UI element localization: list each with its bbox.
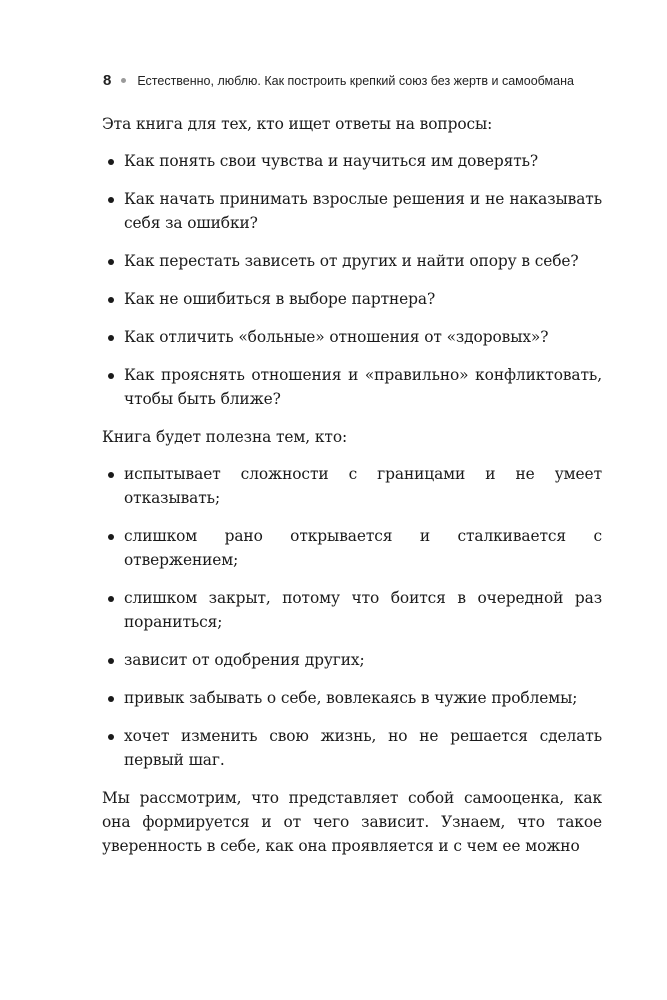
page-number: 8 <box>103 72 112 89</box>
list-item: Как прояснять отношения и «правильно» конфликтовать, чтобы быть ближе? <box>102 363 602 411</box>
list-item: Как не ошибиться в выборе партнера? <box>102 287 602 311</box>
audience-list <box>102 462 602 772</box>
page-body <box>102 108 602 858</box>
list-item: Как понять свои чувства и научиться им доверять? <box>102 149 602 173</box>
separator-dot-icon <box>121 78 126 83</box>
questions-intro: Эта книга для тех, кто ищет ответы на вопросы: <box>102 115 493 133</box>
list-item: хочет изменить свою жизнь, но не решается сделать первый шаг. <box>102 724 602 772</box>
list-item: слишком рано открывается и сталкивается с отвержением; <box>102 524 602 572</box>
audience-intro: Книга будет полезна тем, кто: <box>102 428 348 446</box>
list-item: Как перестать зависеть от других и найти опору в себе? <box>102 249 602 273</box>
running-title: Естественно, люблю. Как построить крепкий союз без жертв и самообмана <box>137 73 574 88</box>
running-header <box>103 72 603 89</box>
list-item: Как начать принимать взрослые решения и не наказывать себя за ошибки? <box>102 187 602 235</box>
questions-list <box>102 149 602 411</box>
list-item: привык забывать о себе, вовлекаясь в чужие проблемы; <box>102 686 602 710</box>
list-item: Как отличить «больные» отношения от «здоровых»? <box>102 325 602 349</box>
list-item: испытывает сложности с границами и не умеет отказывать; <box>102 462 602 510</box>
list-item: слишком закрыт, потому что боится в очередной раз пораниться; <box>102 586 602 634</box>
list-item: зависит от одобрения других; <box>102 648 602 672</box>
closing-paragraph: Мы рассмотрим, что представляет собой самооценка, как она формируется и от чего зависит. Узнаем, что такое уверенность в себе, как она проявляется и с чем ее можно <box>102 789 602 855</box>
